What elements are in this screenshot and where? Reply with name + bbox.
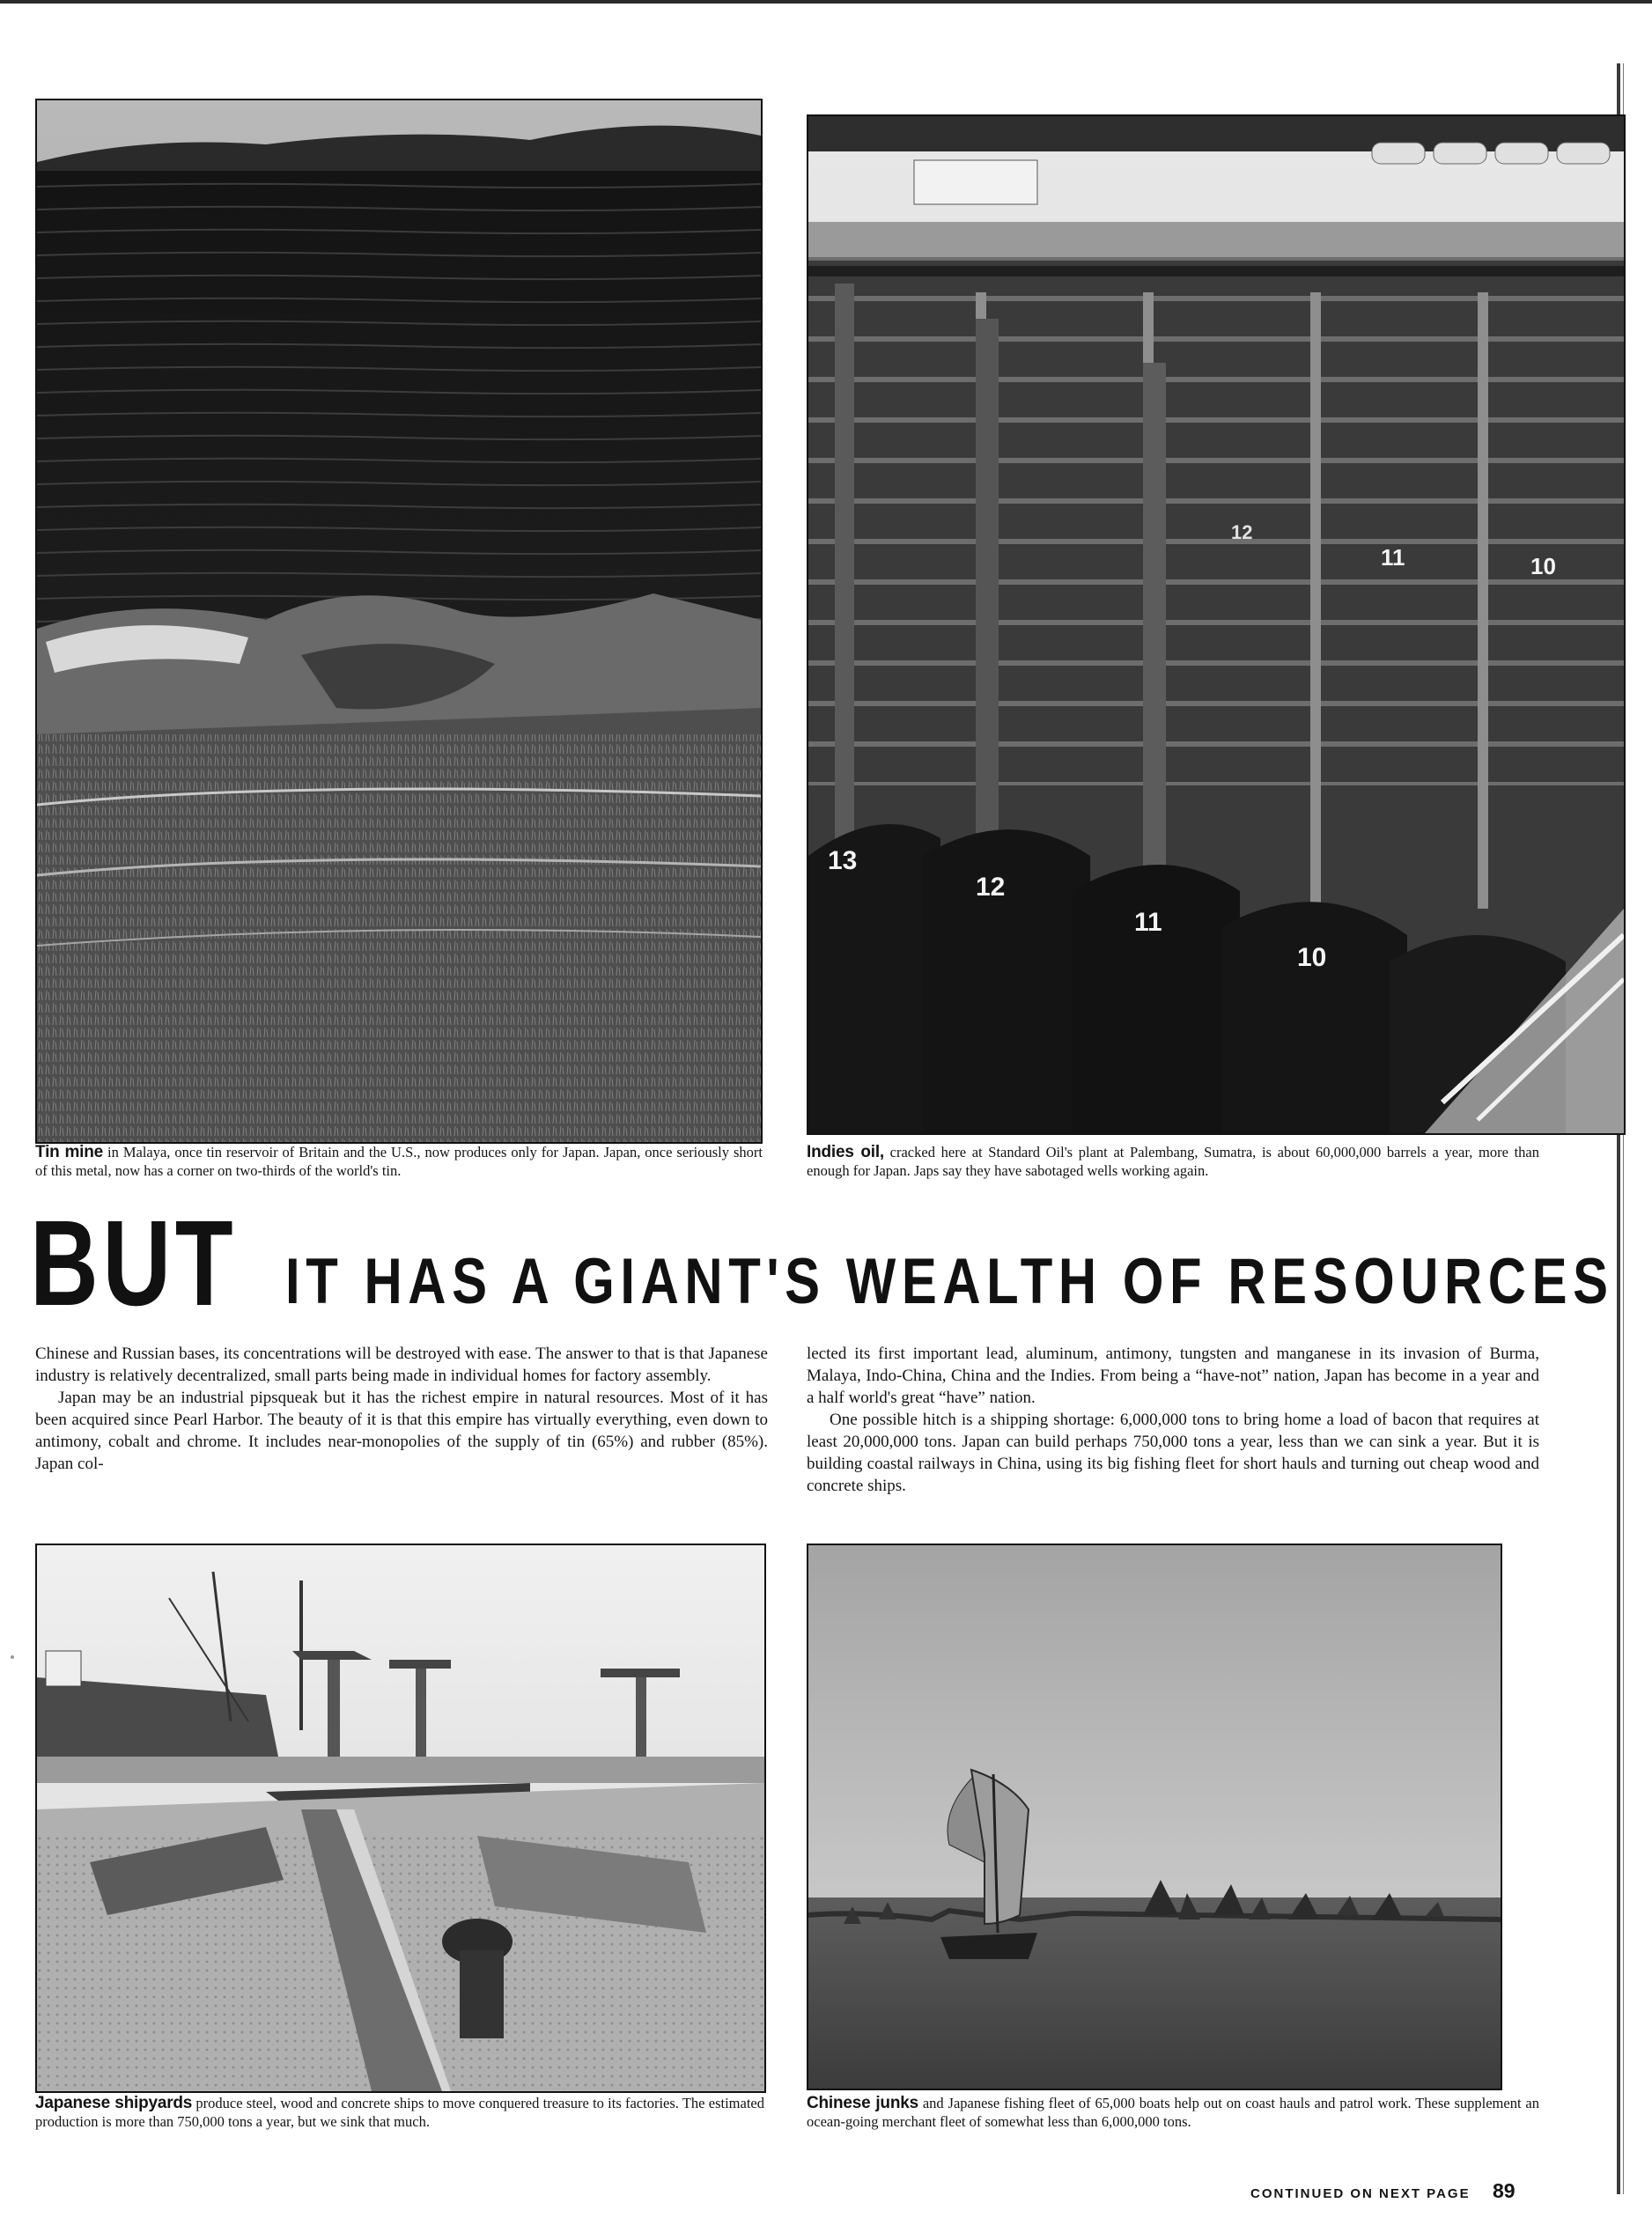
- page-number: 89: [1493, 2179, 1516, 2202]
- stack-number: 11: [1381, 544, 1405, 571]
- caption-text: in Malaya, once tin reservoir of Britain and the U.S., now produces only for Japan. Japan, once seriously short of this metal, now has a corner on two-thirds of the world's tin.: [35, 1144, 763, 1179]
- junks-photo: [807, 1544, 1502, 2090]
- body-paragraph: One possible hitch is a shipping shortage: 6,000,000 tons to bring home a load of bacon that requires at least 20,000,000 tons. Japan can build perhaps 750,000 tons a year, less than we can sink a year. But it is building coastal railways in China, using its big fishing fleet for short hauls and turning out cheap wood and concrete ships.: [807, 1411, 1539, 1495]
- top-rule: [0, 0, 1652, 4]
- stack-number: 10: [1530, 553, 1556, 579]
- stack-number: 10: [1297, 943, 1327, 972]
- headline-big-word: BUT: [30, 1196, 238, 1331]
- caption-lead: Chinese junks: [807, 2094, 918, 2112]
- stack-number: 12: [1231, 521, 1253, 543]
- body-paragraph: lected its first important lead, aluminum, antimony, tungsten and manganese in its invasion of Burma, Malaya, Indo-China, China and the Indies. From being a “have-not” nation, Japan has become in a year and a half world's great “have” nation.: [807, 1345, 1539, 1407]
- page-footer: [1250, 2179, 1541, 2207]
- junks-caption: [807, 2094, 1539, 2131]
- stack-number: 13: [828, 846, 858, 875]
- stack-number: 11: [1134, 908, 1162, 937]
- stack-number: 12: [976, 873, 1006, 902]
- body-paragraph: Japan may be an industrial pipsqueak but it has the richest empire in natural resources. Most of it has been acquired since Pearl Harbor. The beauty of it is that this empire has virtually everything, even down to antimony, cobalt and chrome. It includes near-monopolies of the supply of tin (65%) and rubber (85%). Japan col-: [35, 1389, 768, 1473]
- tin-mine-photo: [35, 99, 763, 1144]
- caption-text: cracked here at Standard Oil's plant at Palembang, Sumatra, is about 60,000,000 barrels a year, more than enough for Japan. Japs say they have sabotaged wells working again.: [807, 1144, 1539, 1179]
- continued-label: CONTINUED ON NEXT PAGE: [1250, 2186, 1471, 2201]
- body-paragraph: Chinese and Russian bases, its concentrations will be destroyed with ease. The answer to that is that Japanese industry is relatively decentralized, small parts being made in individual homes for factory assembly.: [35, 1345, 768, 1385]
- body-column-right: [807, 1343, 1539, 1497]
- caption-lead: Indies oil,: [807, 1143, 884, 1161]
- margin-speck: [11, 1655, 14, 1659]
- shipyard-photo: [35, 1544, 766, 2093]
- caption-text: and Japanese fishing fleet of 65,000 boats help out on coast hauls and patrol work. These supplement an ocean-going merchant fleet of somewhat less than 6,000,000 tons.: [807, 2095, 1539, 2130]
- caption-lead: Tin mine: [35, 1143, 104, 1161]
- body-column-left: [35, 1343, 768, 1475]
- caption-lead: Japanese shipyards: [35, 2094, 193, 2112]
- caption-text: produce steel, wood and concrete ships to move conquered treasure to its factories. The estimated production is more than 750,000 tons a year, but we sink that much.: [35, 2095, 764, 2130]
- headline-rest: IT HAS A GIANT'S WEALTH OF RESOURCES: [285, 1246, 1614, 1317]
- tin-mine-caption: [35, 1143, 763, 1180]
- oil-caption: [807, 1143, 1539, 1180]
- oil-refinery-photo: [807, 114, 1626, 1135]
- shipyard-caption: [35, 2094, 764, 2131]
- headline: [30, 1196, 1614, 1331]
